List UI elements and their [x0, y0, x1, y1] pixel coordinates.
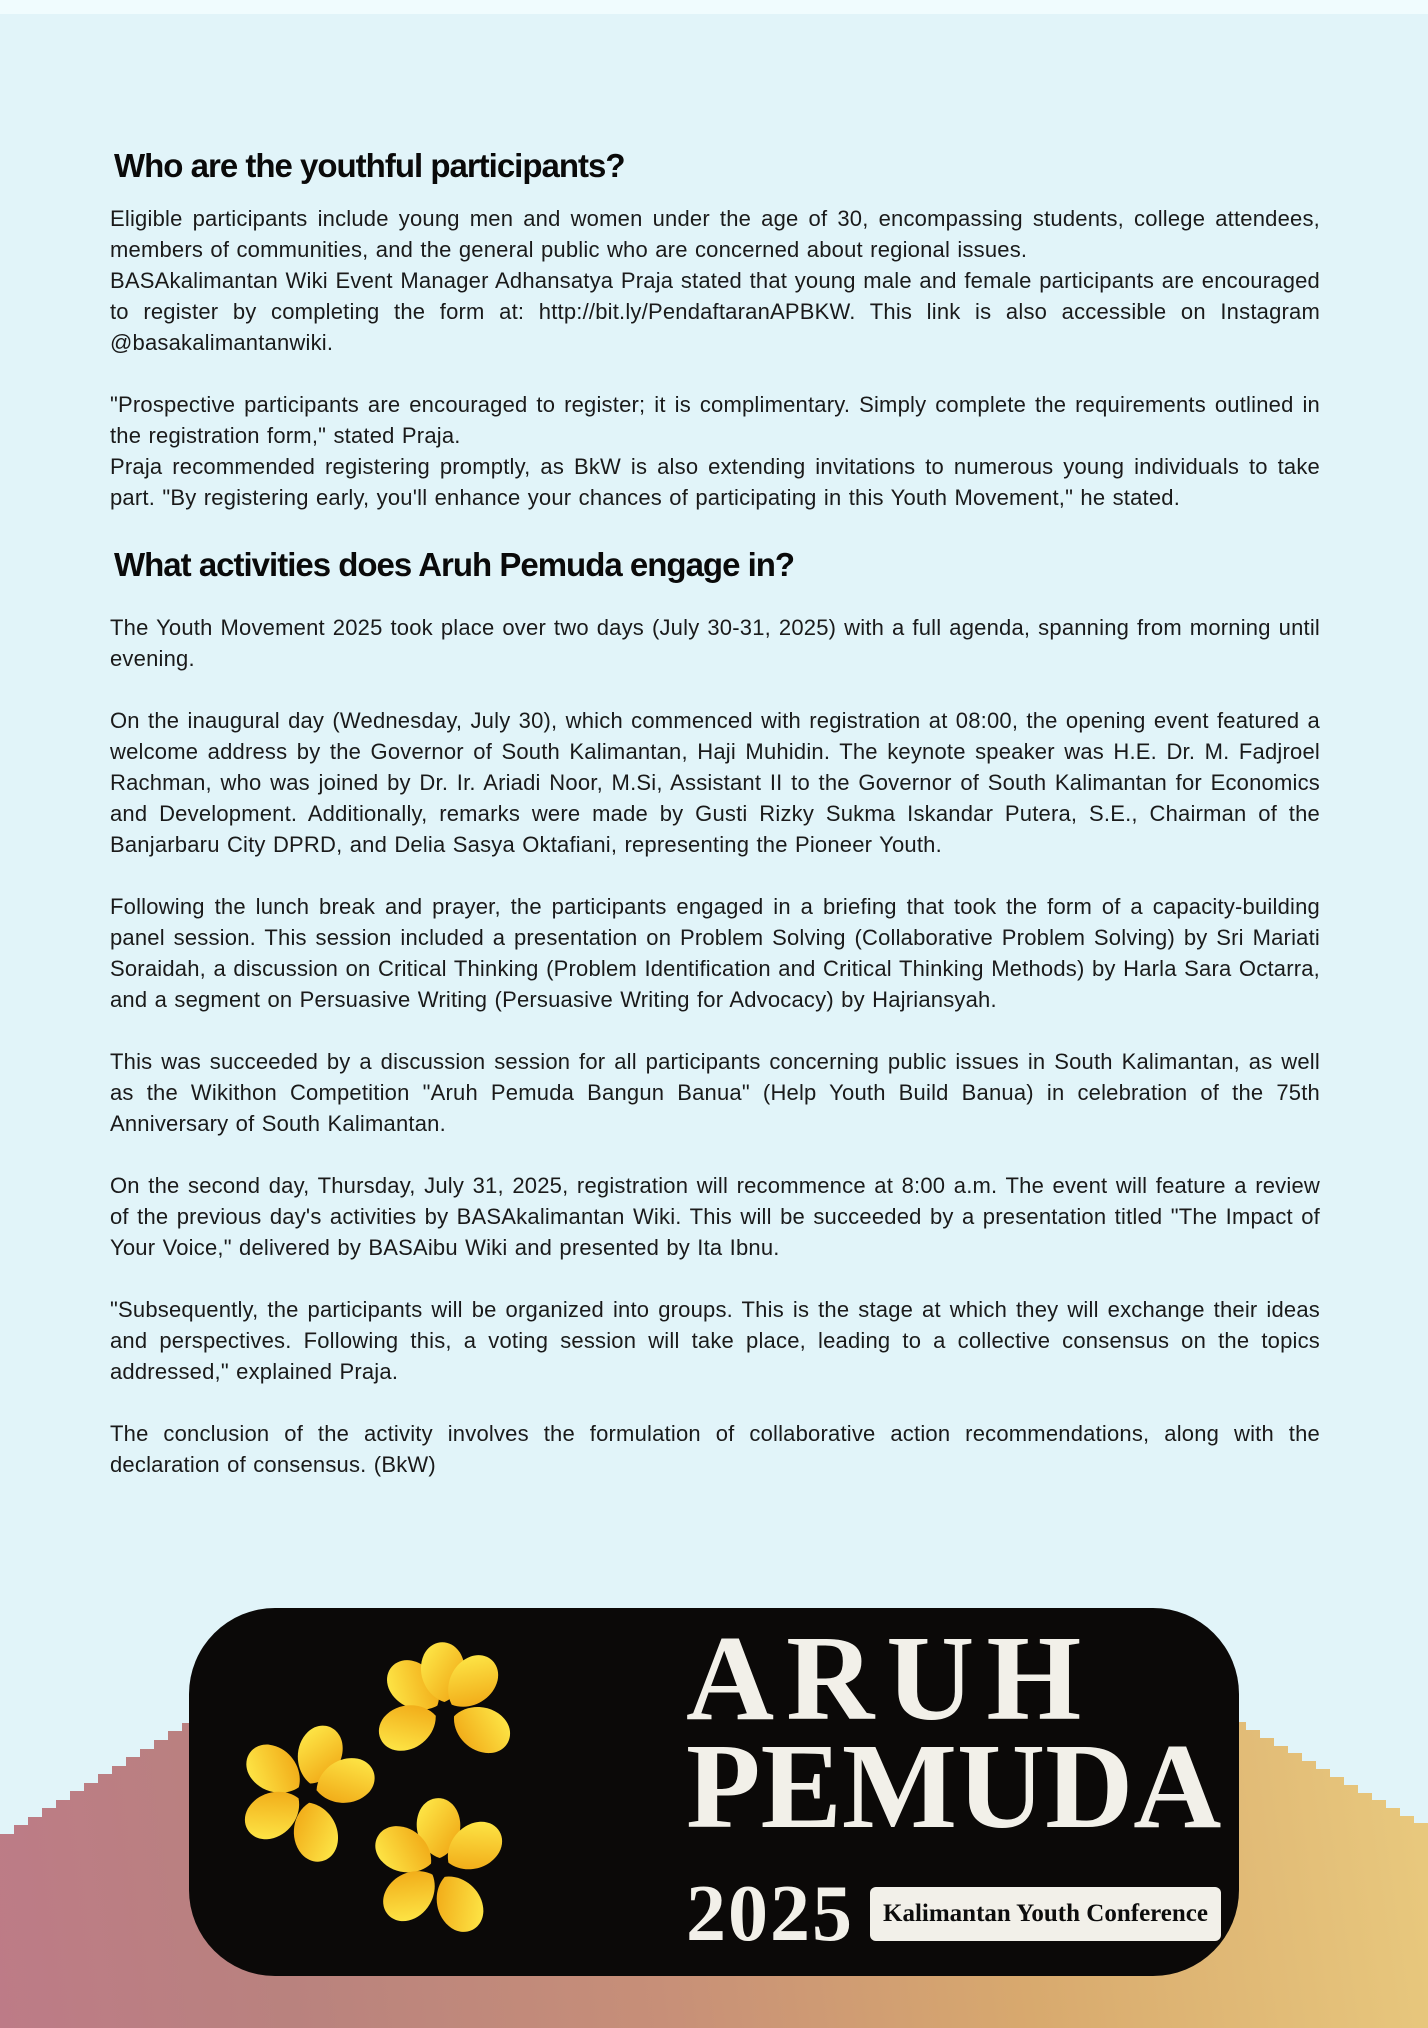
flower-petals-icon [229, 1638, 659, 1953]
paragraph: BASAkalimantan Wiki Event Manager Adhansatya Praja stated that young male and female participants are encouraged to register by completing the form at: http://bit.ly/PendaftaranAPBKW. This link is also accessible on Instagram @basakalimantanwiki. [110, 268, 1320, 355]
logo-title-line1: ARUH [686, 1611, 1094, 1746]
paragraph: On the inaugural day (Wednesday, July 30), which commenced with registration at 08:00, the opening event featured a welcome address by the Governor of South Kalimantan, Haji Muhidin. The keynote speaker was H.E. Dr. M. Fadjroel Rachman, who was joined by Dr. Ir. Ariadi Noor, M.Si, Assistant II to the Governor of South Kalimantan for Economics and Development. Additionally, remarks were made by Gusti Rizky Sukma Iskandar Putera, S.E., Chairman of the Banjarbaru City DPRD, and Delia Sasya Oktafiani, representing the Pioneer Youth. [110, 708, 1320, 857]
logo-tagline-badge: Kalimantan Youth Conference [870, 1887, 1221, 1941]
paragraph: The conclusion of the activity involves the formulation of collaborative action recommendations, along with the declaration of consensus. (BkW) [110, 1421, 1320, 1477]
paragraph: Following the lunch break and prayer, the participants engaged in a briefing that took the form of a capacity-building panel session. This session included a presentation on Problem Solving (Collaborative Problem Solving) by Sri Mariati Soraidah, a discussion on Critical Thinking (Problem Identification and Critical Thinking Methods) by Harla Sara Octarra, and a segment on Persuasive Writing (Persuasive Writing for Advocacy) by Hajriansyah. [110, 894, 1320, 1012]
paragraph: Praja recommended registering promptly, as BkW is also extending invitations to numerous young individuals to take part. "By registering early, you'll enhance your chances of participating in this Youth Movement," he stated. [110, 454, 1320, 510]
logo-year: 2025 [686, 1870, 854, 1958]
paragraph: The Youth Movement 2025 took place over two days (July 30-31, 2025) with a full agenda, spanning from morning until evening. [110, 615, 1320, 671]
logo-title-line2: PEMUDA [686, 1719, 1222, 1854]
paragraph: This was succeeded by a discussion session for all participants concerning public issues in South Kalimantan, as well as the Wikithon Competition "Aruh Pemuda Bangun Banua" (Help Youth Build Banua) in celebration of the 75th Anniversary of South Kalimantan. [110, 1049, 1320, 1136]
logo-year-row [686, 1870, 1221, 1958]
heading-participants: Who are the youthful participants? [114, 147, 625, 184]
article [110, 0, 1320, 1480]
paragraph: Eligible participants include young men and women under the age of 30, encompassing students, college attendees, members of communities, and the general public who are concerned about regional issues. [110, 206, 1320, 262]
paragraph: "Prospective participants are encouraged to register; it is complimentary. Simply complete the requirements outlined in the registration form," stated Praja. [110, 392, 1320, 448]
paragraph: "Subsequently, the participants will be organized into groups. This is the stage at which they will exchange their ideas and perspectives. Following this, a voting session will take place, leading to a collective consensus on the topics addressed," explained Praja. [110, 1297, 1320, 1384]
aruh-pemuda-logo [189, 1608, 1239, 1976]
heading-activities: What activities does Aruh Pemuda engage in? [114, 546, 795, 583]
paragraph: On the second day, Thursday, July 31, 2025, registration will recommence at 8:00 a.m. The event will feature a review of the previous day's activities by BASAkalimantan Wiki. This will be succeeded by a presentation titled "The Impact of Your Voice," delivered by BASAibu Wiki and presented by Ita Ibnu. [110, 1173, 1320, 1260]
